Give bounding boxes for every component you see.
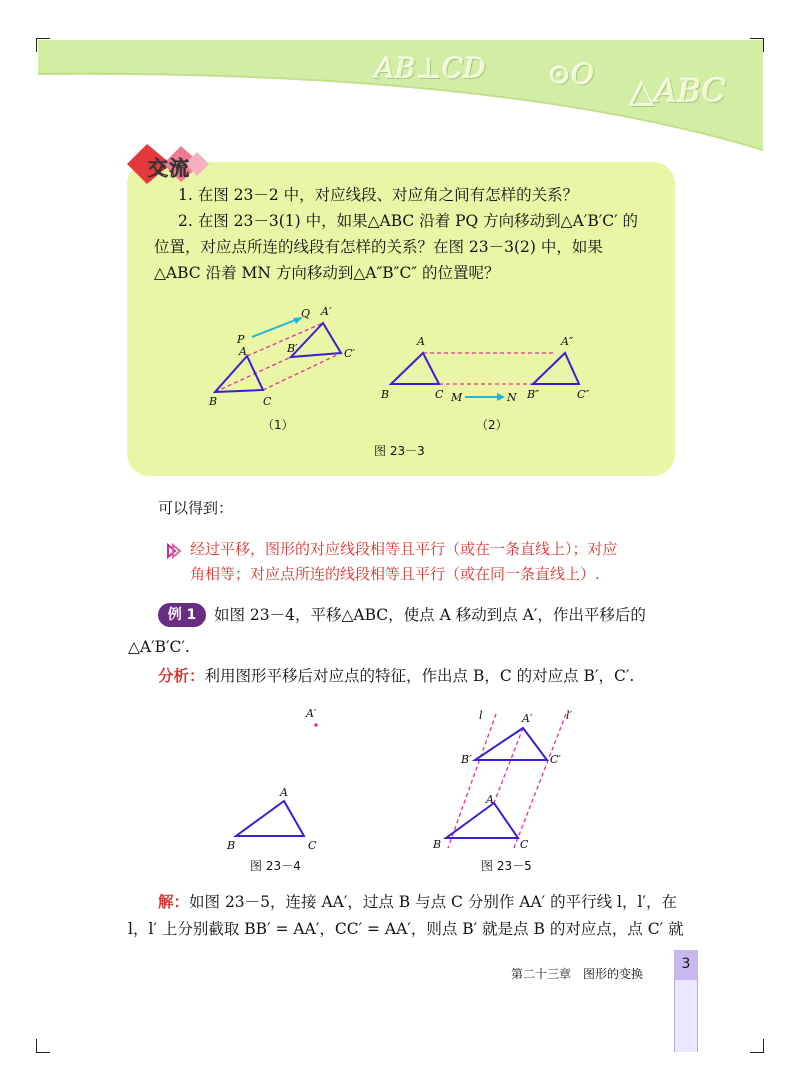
label-Q: Q: [301, 307, 311, 320]
label-B2: B″: [527, 388, 540, 401]
page-strip: [674, 980, 698, 1052]
figure-23-3-caption: 图 23－3: [374, 444, 425, 458]
triangle-a2b2c2: [533, 353, 579, 384]
question-2-line-2: 位置，对应点所连的线段有怎样的关系？在图 23－3(2) 中，如果: [154, 238, 603, 256]
figure-23-3-2: [375, 330, 605, 410]
triangle-abc-5: [446, 803, 518, 838]
label-B-5: B: [433, 838, 442, 851]
crop-mark-bl-v: [36, 1039, 37, 1053]
label-N: N: [507, 391, 517, 404]
arrow-mn-head: [497, 393, 505, 401]
label-A1-4: A′: [306, 707, 317, 720]
label-A-2: A: [417, 335, 425, 348]
arrow-pq: [252, 319, 298, 337]
solution-text-1: 如图 23－5，连接 AA′，过点 B 与点 C 分别作 AA′ 的平行线 l，l′，在: [189, 893, 677, 911]
line-l: [448, 714, 496, 848]
label-B1-5: B′: [461, 753, 472, 766]
question-2-line-1: 2. 在图 23－3(1) 中，如果△ABC 沿着 PQ 方向移动到△A′B′C′ 的: [178, 212, 639, 230]
label-C1-5: C′: [550, 753, 561, 766]
figure-23-4: [220, 700, 330, 850]
solution-line-1: [158, 890, 677, 915]
triangle-abc: [215, 356, 263, 392]
triangle-a1b1c1: [291, 323, 341, 357]
label-M: M: [451, 391, 463, 404]
label-A-4: A: [280, 786, 288, 799]
point-a1: [314, 723, 318, 727]
figure-23-3-1: [195, 300, 375, 420]
label-C-4: C: [308, 839, 317, 850]
analysis-text: 利用图形平移后对应点的特征，作出点 B，C 的对应点 B′，C′.: [204, 667, 635, 685]
label-C: C: [263, 395, 272, 408]
figure-23-3-1-caption: （1）: [262, 418, 294, 432]
result-line-1: 经过平移，图形的对应线段相等且平行（或在一条直线上）；对应: [190, 540, 618, 558]
solution-line-2: l，l′ 上分别截取 BB′ = AA′，CC′ = AA′，则点 B′ 就是点 B 的对应点，点 C′ 就: [128, 920, 684, 938]
exchange-tag-label: 交流: [148, 156, 190, 180]
label-C2: C″: [577, 388, 590, 401]
crop-mark-bl-h: [36, 1052, 50, 1053]
crop-mark-br-h: [750, 1052, 764, 1053]
example-badge: 例 1: [158, 603, 206, 627]
label-C-5: C: [520, 838, 529, 851]
header-deco-circle: ⊙O: [548, 58, 595, 91]
label-A1-5: A′: [522, 712, 533, 725]
header-deco-triangle: △ABC: [630, 72, 727, 110]
label-C-2: C: [435, 388, 444, 401]
label-B1: B′: [287, 342, 298, 355]
page-number: 3: [674, 950, 698, 980]
figure-23-5: [430, 702, 590, 852]
example-line-1: 如图 23－4，平移△ABC，使点 A 移动到点 A′，作出平移后的: [214, 606, 646, 624]
question-1: 1. 在图 23－2 中，对应线段、对应角之间有怎样的关系？: [178, 186, 579, 204]
analysis-label: 分析：: [158, 667, 205, 685]
figure-23-5-caption: 图 23－5: [481, 859, 532, 873]
result-line-2: 角相等；对应点所连的线段相等且平行（或在同一条直线上）.: [190, 565, 600, 583]
label-A1: A′: [321, 305, 332, 318]
label-B-4: B: [227, 839, 236, 850]
solution-label: 解：: [158, 893, 190, 911]
figure-23-3-2-caption: （2）: [476, 418, 508, 432]
question-2-line-3: △ABC 沿着 MN 方向移动到△A″B″C″ 的位置呢？: [154, 264, 500, 282]
label-A-5: A: [486, 793, 494, 806]
label-l: l: [479, 709, 483, 722]
label-A2: A″: [561, 335, 574, 348]
header-deco-perpendicular: AB⊥CD: [375, 52, 487, 85]
label-C1: C′: [344, 347, 355, 360]
result-intro: 可以得到：: [158, 499, 234, 517]
crop-mark-br-v: [763, 1039, 764, 1053]
label-l1: l′: [566, 709, 573, 722]
result-bullet-icon: [166, 543, 182, 559]
label-B-2: B: [381, 388, 390, 401]
triangle-abc-4: [236, 801, 304, 836]
footer-chapter: 第二十三章 图形的变换: [511, 967, 644, 981]
triangle-abc-2: [391, 353, 439, 384]
label-A: A: [239, 345, 247, 358]
label-B: B: [209, 395, 218, 408]
figure-23-4-caption: 图 23－4: [250, 859, 301, 873]
analysis-line: [158, 664, 634, 689]
line-l1: [514, 714, 566, 848]
example-line-2: △A′B′C′.: [128, 638, 190, 656]
label-P: P: [237, 333, 245, 346]
